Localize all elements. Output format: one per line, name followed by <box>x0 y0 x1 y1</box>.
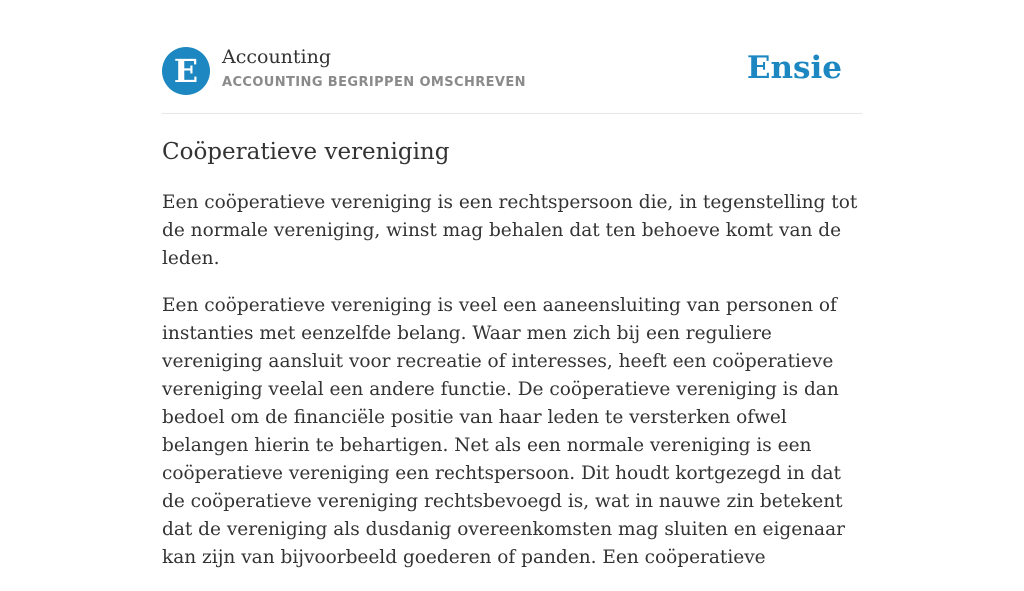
article-body <box>162 189 862 591</box>
article-paragraph: Een coöperatieve vereniging is een rechtspersoon die, in tegenstelling tot de normale vereniging, winst mag behalen dat ten behoeve komt van de leden. <box>162 192 858 269</box>
article-paragraph: Een coöperatieve vereniging is veel een aaneensluiting van personen of instanties met eenzelfde belang. Waar men zich bij een reguliere vereniging aansluit voor recreatie of interesses, heeft een coöperatieve vereniging veelal een andere functie. De coöperatieve vereniging is dan bedoel om de financiële positie van haar leden te versterken ofwel belangen hierin te behartigen. Net als een normale vereniging is een coöperatieve vereniging een rechtspersoon. Dit houdt kortgezegd in dat de coöperatieve vereniging rechtsbevoegd is, wat in nauwe zin betekent dat de vereniging als dusdanig overeenkomsten mag sluiten en eigenaar kan zijn van bijvoorbeeld goederen of panden. Een coöperatieve <box>162 295 845 568</box>
site-subtitle: ACCOUNTING BEGRIPPEN OMSCHREVEN <box>222 75 526 90</box>
content-container <box>162 0 862 568</box>
brand-logo-link[interactable]: Ensie <box>746 50 842 86</box>
site-title-link[interactable]: Accounting <box>222 46 332 68</box>
article-title: Coöperatieve vereniging <box>162 139 450 165</box>
logo-letter: E <box>173 52 199 90</box>
site-logo-icon[interactable] <box>162 47 210 95</box>
site-header <box>162 0 862 114</box>
